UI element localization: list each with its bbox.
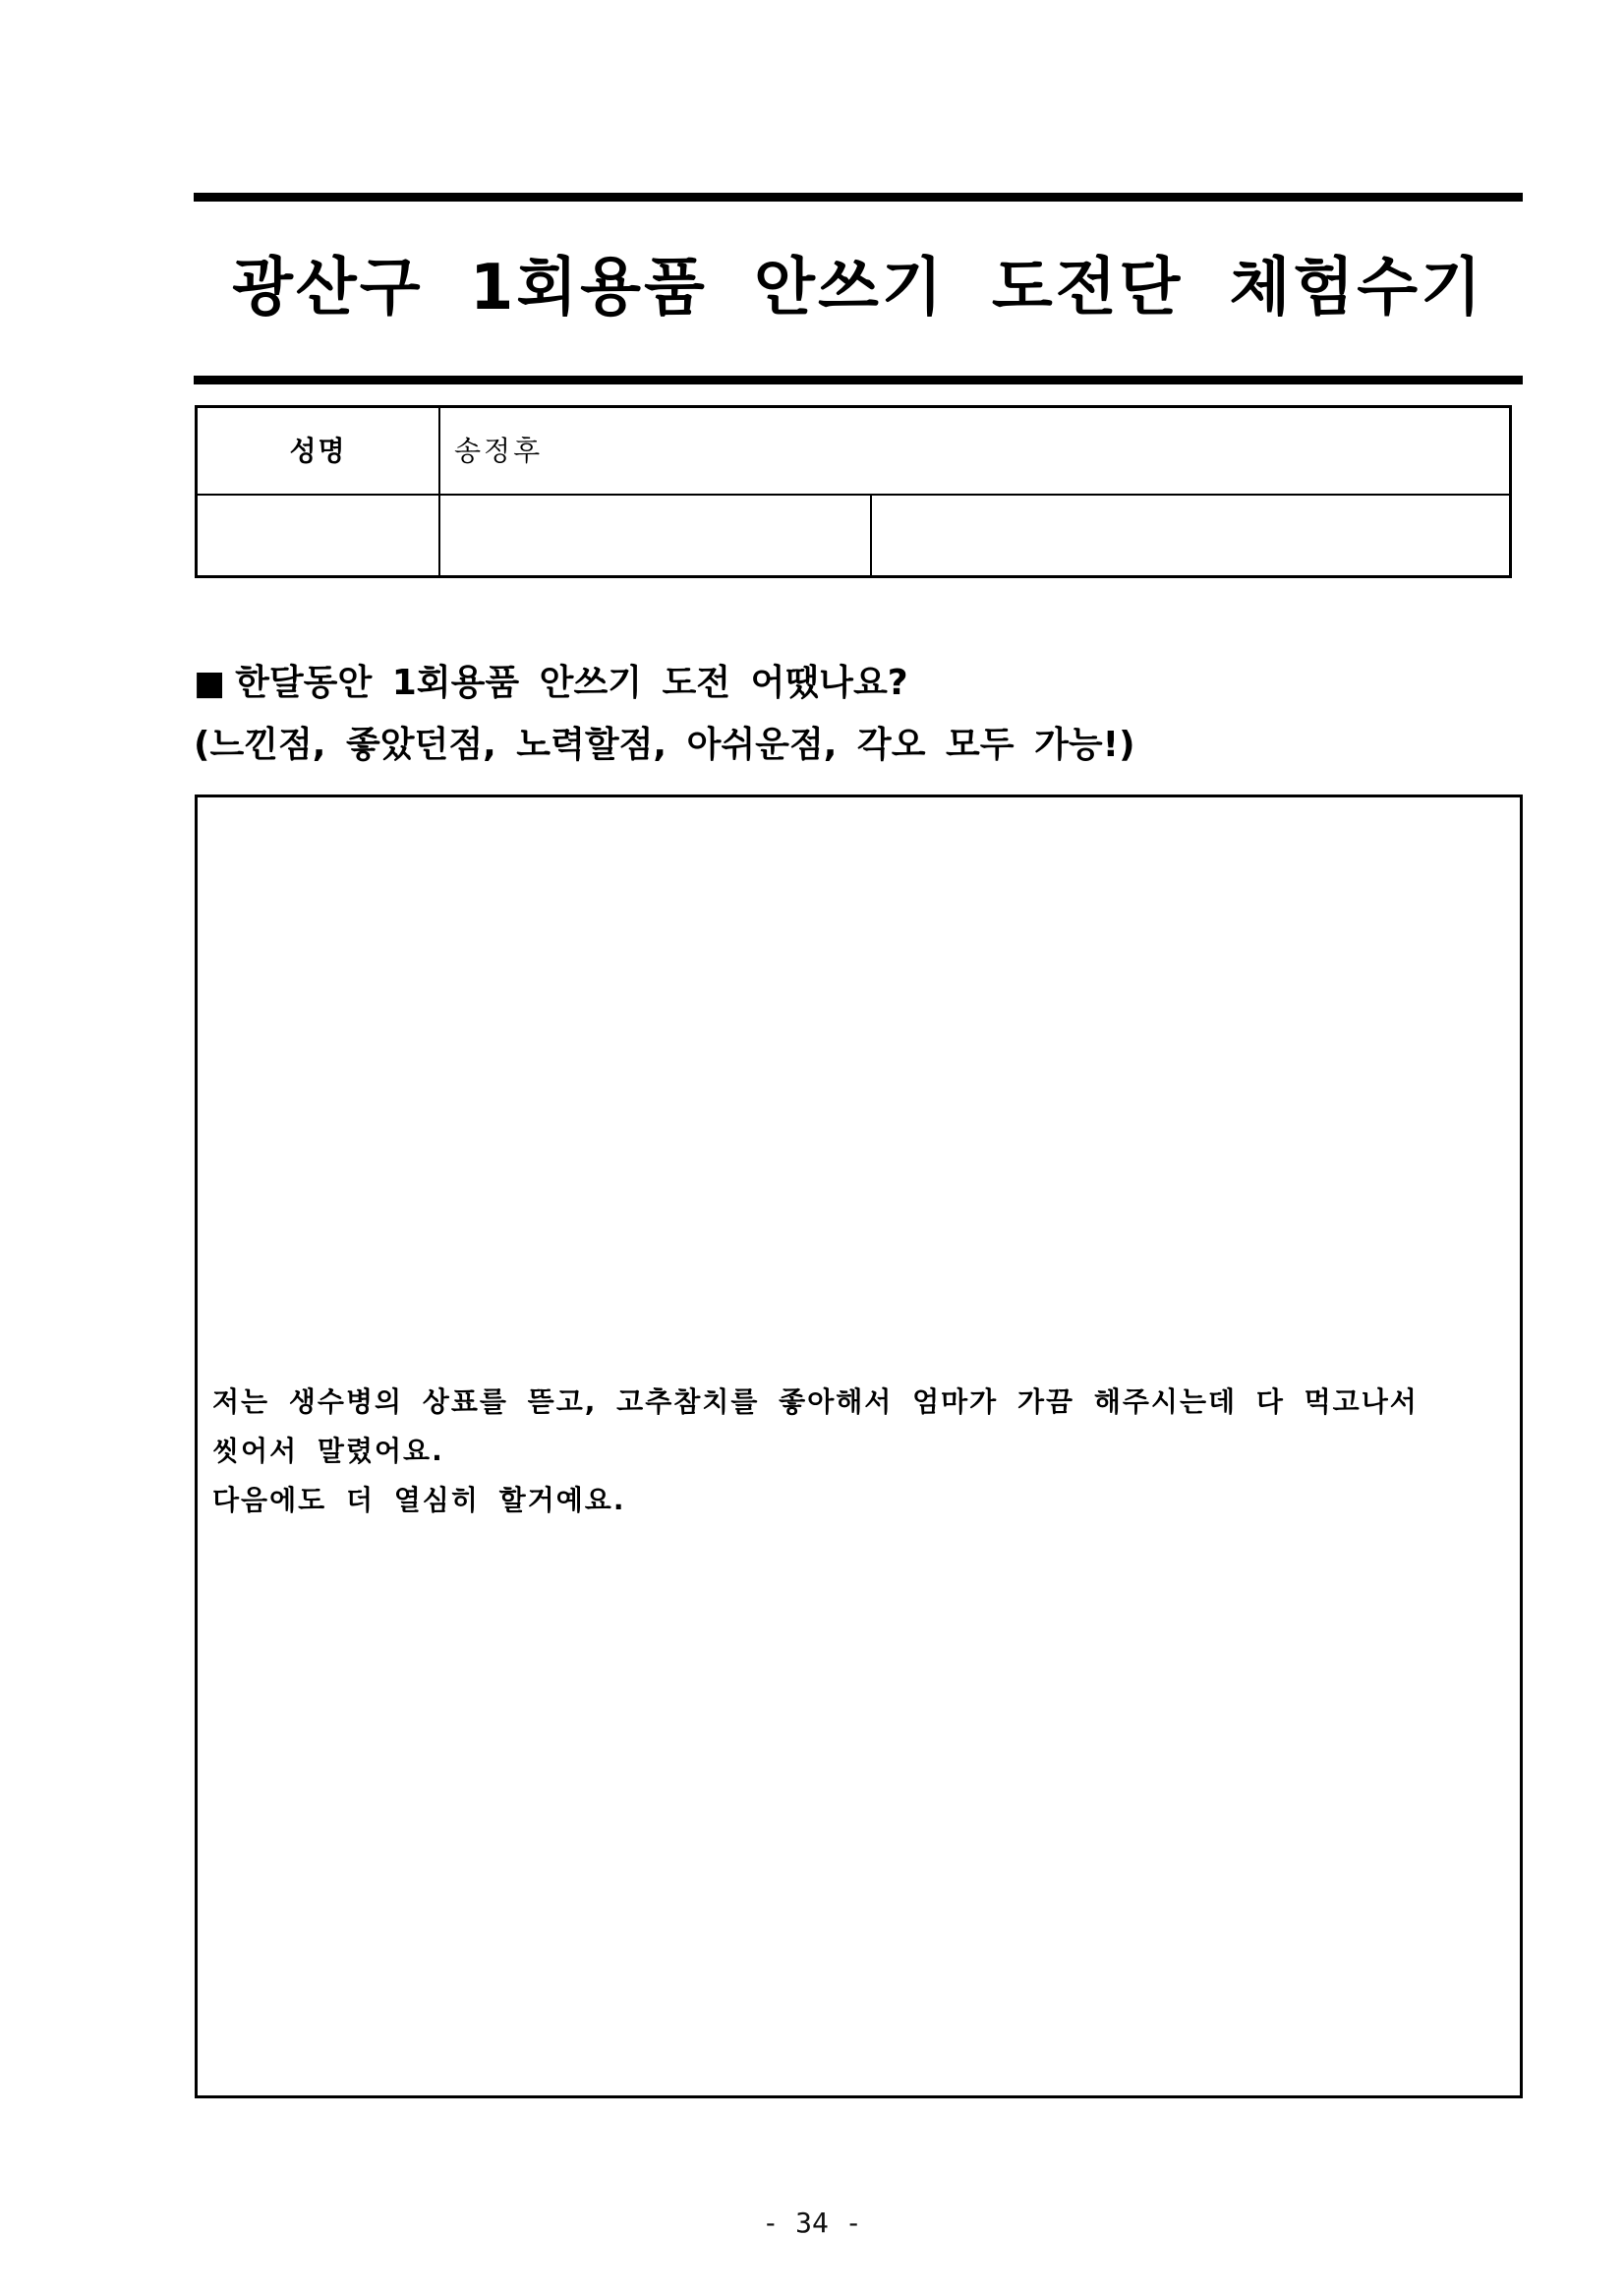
- document-title: 광산구 1회용품 안쓰기 도전단 체험수기: [232, 252, 1484, 324]
- answer-line: 씻어서 말렸어요.: [212, 1435, 444, 1467]
- question-text: 한달동안 1회용품 안쓰기 도전 어땠나요?: [235, 663, 908, 703]
- page-number: - 34 -: [762, 2207, 862, 2239]
- table-column-divider-second-row: [870, 494, 872, 575]
- table-column-divider: [438, 408, 440, 575]
- table-row-divider: [198, 494, 1509, 496]
- answer-line: 다음에도 더 열심히 할거예요.: [212, 1484, 626, 1516]
- title-bottom-rule: [194, 376, 1523, 384]
- answer-line: 저는 생수병의 상표를 뜯고, 고추참치를 좋아해서 엄마가 가끔 해주시는데 다 먹고나서: [212, 1385, 1419, 1418]
- answer-text: [212, 1378, 1480, 1525]
- question-subtext: (느낀점, 좋았던점, 노력할점, 아쉬운점, 각오 모두 가능!): [194, 725, 1135, 765]
- name-value: 송정후: [454, 435, 544, 467]
- info-table: [195, 405, 1512, 578]
- question-heading: [194, 659, 908, 708]
- square-bullet-icon: ■: [194, 664, 226, 703]
- title-top-rule: [194, 193, 1523, 202]
- name-label: 성명: [289, 435, 347, 467]
- answer-box: [195, 795, 1523, 2098]
